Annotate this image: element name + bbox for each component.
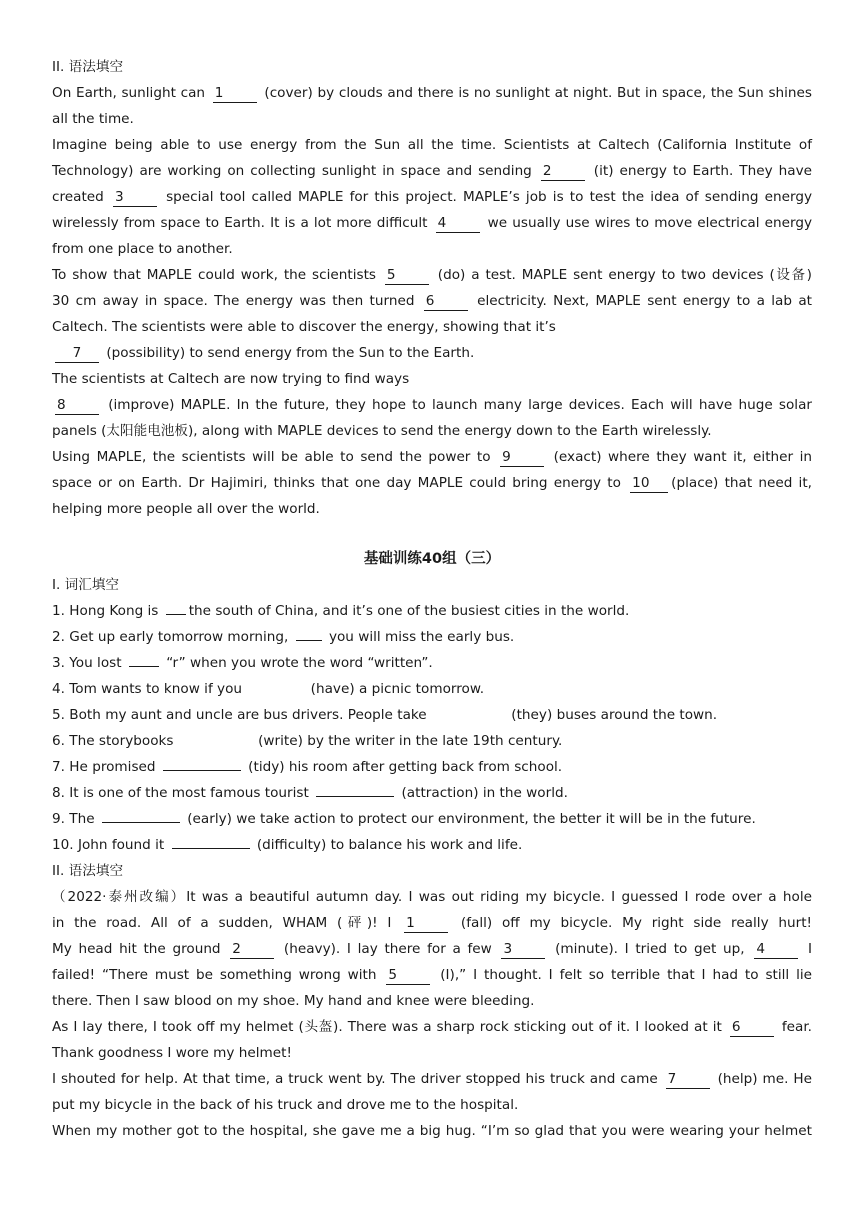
text-segment: 5. Both my aunt and uncle are bus drivers. People take xyxy=(52,707,431,723)
question-line xyxy=(52,780,812,806)
passage-line xyxy=(52,80,812,106)
text-segment: (heavy). I lay there for a few xyxy=(277,941,499,957)
passage-line xyxy=(52,910,812,936)
text-segment: 9. The xyxy=(52,811,99,827)
text-segment: (have) a picnic tomorrow. xyxy=(306,681,485,697)
passage-line xyxy=(52,1118,812,1144)
text-segment: (minute). I tried to get up, xyxy=(548,941,752,957)
answer-blank[interactable]: 3 xyxy=(113,189,157,207)
text-segment: （2022·泰州改编）It was a beautiful autumn day. I was out riding my bicycle. I guessed I rode over a hole xyxy=(52,889,812,905)
text-segment: electricity. Next, MAPLE sent energy to a lab at xyxy=(470,293,812,309)
passage-line xyxy=(52,288,812,314)
answer-blank[interactable]: 4 xyxy=(436,215,480,233)
text-segment: 4. Tom wants to know if you xyxy=(52,681,247,697)
passage-line xyxy=(52,936,812,962)
passage-line xyxy=(52,210,812,236)
text-segment: failed! “There must be something wrong with xyxy=(52,967,384,983)
text-segment: (help) me. He xyxy=(712,1071,813,1087)
passage-line xyxy=(52,314,812,340)
answer-blank[interactable] xyxy=(102,822,180,823)
text-segment: special tool called MAPLE for this project. MAPLE’s job is to test the idea of sending energy xyxy=(159,189,813,205)
answer-blank[interactable]: 7 xyxy=(55,345,99,363)
answer-blank[interactable]: 5 xyxy=(386,967,430,985)
text-segment: My head hit the ground xyxy=(52,941,228,957)
text-segment: 30 cm away in space. The energy was then turned xyxy=(52,293,421,309)
text-segment: space or on Earth. Dr Hajimiri, thinks that one day MAPLE could bring energy to xyxy=(52,475,628,491)
passage-line xyxy=(52,366,812,392)
answer-blank[interactable]: 4 xyxy=(754,941,798,959)
page-title: 基础训练40组（三） xyxy=(363,551,501,567)
question-line xyxy=(52,728,812,754)
section-heading-grammar-1: II. 语法填空 xyxy=(52,59,124,75)
text-segment: Thank goodness I wore my helmet! xyxy=(52,1045,292,1061)
text-segment: 3. You lost xyxy=(52,655,126,671)
passage-line xyxy=(52,158,812,184)
question-line xyxy=(52,650,812,676)
text-segment: (it) energy to Earth. They have xyxy=(587,163,812,179)
passage-line xyxy=(52,1066,812,1092)
answer-blank[interactable]: 7 xyxy=(666,1071,710,1089)
text-segment: (exact) where they want it, either in xyxy=(547,449,813,465)
question-line xyxy=(52,832,812,858)
passage-line xyxy=(52,1040,812,1066)
text-segment: you will miss the early bus. xyxy=(324,629,515,645)
text-segment: 7. He promised xyxy=(52,759,160,775)
text-segment: To show that MAPLE could work, the scientists xyxy=(52,267,382,283)
text-segment: (tidy) his room after getting back from school. xyxy=(243,759,563,775)
passage-line xyxy=(52,470,812,496)
question-line xyxy=(52,598,812,624)
answer-blank[interactable] xyxy=(163,770,241,771)
text-segment: Using MAPLE, the scientists will be able to send the power to xyxy=(52,449,498,465)
text-segment: (write) by the writer in the late 19th century. xyxy=(253,733,563,749)
text-segment: in the road. All of a sudden, WHAM (砰)! I xyxy=(52,915,402,931)
text-segment: the south of China, and it’s one of the busiest cities in the world. xyxy=(188,603,630,619)
question-line xyxy=(52,806,812,832)
passage-line xyxy=(52,988,812,1014)
passage-line xyxy=(52,132,812,158)
passage-line xyxy=(52,106,812,132)
text-segment: When my mother got to the hospital, she gave me a big hug. “I’m so glad that you were wearing your helmet xyxy=(52,1123,812,1139)
text-segment: (attraction) in the world. xyxy=(397,785,568,801)
answer-blank[interactable]: 3 xyxy=(501,941,545,959)
passage-line xyxy=(52,962,812,988)
text-segment: (cover) by clouds and there is no sunlight at night. But in space, the Sun shines xyxy=(259,85,812,101)
answer-blank[interactable] xyxy=(129,666,159,667)
passage-line xyxy=(52,418,812,444)
text-segment: fear. xyxy=(776,1019,812,1035)
section-heading-grammar-2: II. 语法填空 xyxy=(52,863,124,879)
passage-line xyxy=(52,1014,812,1040)
question-line xyxy=(52,624,812,650)
passage-line xyxy=(52,444,812,470)
answer-blank[interactable]: 9 xyxy=(500,449,544,467)
text-segment: On Earth, sunlight can xyxy=(52,85,210,101)
passage-line xyxy=(52,262,812,288)
passage-line xyxy=(52,340,812,366)
answer-blank[interactable]: 8 xyxy=(55,397,99,415)
text-segment: Imagine being able to use energy from the Sun all the time. Scientists at Caltech (California Institute of xyxy=(52,137,812,153)
text-segment: wirelessly from space to Earth. It is a lot more difficult xyxy=(52,215,433,231)
passage-line xyxy=(52,884,812,910)
question-line xyxy=(52,702,812,728)
text-segment: 10. John found it xyxy=(52,837,169,853)
text-segment: created xyxy=(52,189,110,205)
answer-blank[interactable]: 2 xyxy=(230,941,274,959)
grammar-passage-2 xyxy=(52,884,812,1144)
text-segment: helping more people all over the world. xyxy=(52,501,320,517)
passage-line xyxy=(52,184,812,210)
answer-blank[interactable]: 6 xyxy=(730,1019,774,1037)
text-segment: (improve) MAPLE. In the future, they hope to launch many large devices. Each will have huge solar xyxy=(102,397,812,413)
grammar-passage-1 xyxy=(52,80,812,522)
text-segment: Technology) are working on collecting sunlight in space and sending xyxy=(52,163,538,179)
text-segment: I xyxy=(801,941,813,957)
worksheet-page xyxy=(52,54,812,1144)
text-segment: The scientists at Caltech are now trying to find ways xyxy=(52,371,410,387)
text-segment: (possibility) to send energy from the Sun to the Earth. xyxy=(102,345,475,361)
text-segment: put my bicycle in the back of his truck and drove me to the hospital. xyxy=(52,1097,519,1113)
text-segment: I shouted for help. At that time, a truck went by. The driver stopped his truck and came xyxy=(52,1071,663,1087)
text-segment: (they) buses around the town. xyxy=(506,707,718,723)
text-segment: (I),” I thought. I felt so terrible that I had to still lie xyxy=(433,967,812,983)
answer-blank[interactable] xyxy=(316,796,394,797)
text-segment: As I lay there, I took off my helmet (头盔). There was a sharp rock sticking out of it. I looked at it xyxy=(52,1019,727,1035)
text-segment: 6. The storybooks xyxy=(52,733,178,749)
text-segment: (fall) off my bicycle. My right side really hurt! xyxy=(451,915,812,931)
text-segment: Caltech. The scientists were able to discover the energy, showing that it’s xyxy=(52,319,556,335)
passage-line xyxy=(52,1092,812,1118)
text-segment: there. Then I saw blood on my shoe. My hand and knee were bleeding. xyxy=(52,993,535,1009)
text-segment: 1. Hong Kong is xyxy=(52,603,163,619)
text-segment: we usually use wires to move electrical energy xyxy=(482,215,812,231)
passage-line xyxy=(52,496,812,522)
answer-blank[interactable]: 1 xyxy=(213,85,257,103)
text-segment: all the time. xyxy=(52,111,134,127)
text-segment: “r” when you wrote the word “written”. xyxy=(161,655,433,671)
answer-blank[interactable] xyxy=(166,614,186,615)
text-segment: from one place to another. xyxy=(52,241,233,257)
text-segment: (do) a test. MAPLE sent energy to two devices (设备) xyxy=(431,267,812,283)
passage-line xyxy=(52,392,812,418)
text-segment: 8. It is one of the most famous tourist xyxy=(52,785,314,801)
answer-blank[interactable]: 6 xyxy=(424,293,468,311)
question-line xyxy=(52,754,812,780)
section-heading-vocabulary: I. 词汇填空 xyxy=(52,577,120,593)
answer-blank[interactable] xyxy=(172,848,250,849)
answer-blank[interactable]: 5 xyxy=(385,267,429,285)
answer-blank[interactable]: 10 xyxy=(630,475,668,493)
answer-blank[interactable] xyxy=(296,640,322,641)
text-segment: (early) we take action to protect our environment, the better it will be in the future. xyxy=(182,811,756,827)
vocabulary-list xyxy=(52,598,812,858)
question-line xyxy=(52,676,812,702)
answer-blank[interactable]: 1 xyxy=(404,915,448,933)
answer-blank[interactable]: 2 xyxy=(541,163,585,181)
text-segment: (difficulty) to balance his work and life. xyxy=(252,837,523,853)
passage-line xyxy=(52,236,812,262)
text-segment: 2. Get up early tomorrow morning, xyxy=(52,629,293,645)
text-segment: (place) that need it, xyxy=(671,475,812,491)
text-segment: panels (太阳能电池板), along with MAPLE devices to send the energy down to the Earth wirelessly. xyxy=(52,423,712,439)
